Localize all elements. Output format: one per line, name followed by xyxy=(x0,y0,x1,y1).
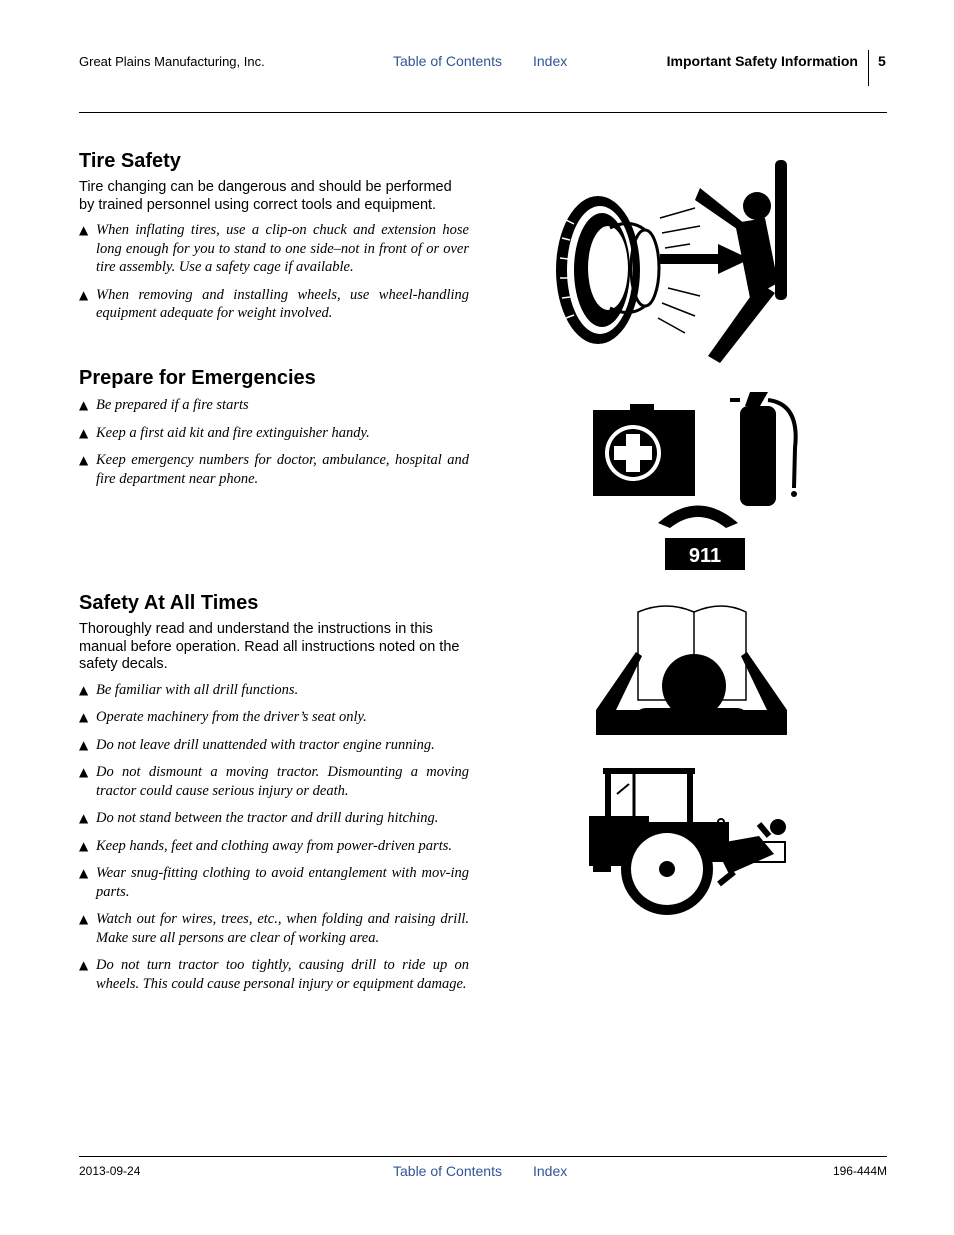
header-rule xyxy=(79,112,887,113)
tractor-dismount-illustration xyxy=(589,764,792,919)
warning-triangle-icon: ▲ xyxy=(79,737,89,752)
emergency-phone-number: 911 xyxy=(688,545,722,567)
warning-triangle-icon: ▲ xyxy=(79,398,89,412)
tire-safety-list xyxy=(79,221,469,323)
list-item: ▲ Keep emergency numbers for doctor, ambulance, hospital and fire department near phone. xyxy=(79,452,469,487)
warning-triangle-icon: ▲ xyxy=(79,912,89,926)
tire-safety-section xyxy=(79,150,469,332)
company-name: Great Plains Manufacturing, Inc. xyxy=(79,54,265,69)
toc-link-footer[interactable]: Table of Contents xyxy=(393,1163,502,1179)
list-item: ▲ Keep a first aid kit and fire extinguisher handy. xyxy=(79,424,370,441)
footer-date: 2013-09-24 xyxy=(79,1164,141,1178)
list-item: ▲ Do not dismount a moving tractor. Dismounting a moving tractor could cause serious injury or death. xyxy=(79,764,469,799)
warning-triangle-icon: ▲ xyxy=(79,223,89,237)
tire-safety-title: Tire Safety xyxy=(79,150,181,172)
list-item: ▲ Do not turn tractor too tightly, causing drill to ride up on wheels. This could cause personal injury or equipment damage. xyxy=(79,957,469,992)
safety-intro: Thoroughly read and understand the instructions in this manual before operation. Read all instructions noted on the safety decals. xyxy=(79,621,460,672)
safety-section xyxy=(79,592,469,1002)
warning-triangle-icon: ▲ xyxy=(79,287,89,302)
section-title: Important Safety Information xyxy=(666,53,858,69)
list-item: ▲ Be familiar with all drill functions. xyxy=(79,681,299,698)
tire-safety-intro: Tire changing can be dangerous and should be performed by trained personnel using correct tools and equipment. xyxy=(79,179,452,213)
emergency-kit-illustration xyxy=(590,388,802,573)
reading-manual-illustration xyxy=(594,600,789,736)
toc-link-header[interactable]: Table of Contents xyxy=(393,53,502,69)
footer-doc-number: 196-444M xyxy=(832,1164,887,1178)
safety-list xyxy=(79,681,469,994)
page-number: 5 xyxy=(878,53,886,69)
warning-triangle-icon: ▲ xyxy=(79,866,89,880)
list-item: ▲ Do not leave drill unattended with tractor engine running. xyxy=(79,736,435,753)
warning-triangle-icon: ▲ xyxy=(79,765,89,779)
warning-triangle-icon: ▲ xyxy=(79,838,89,853)
footer-rule xyxy=(79,1156,887,1157)
list-item: ▲ Wear snug-fitting clothing to avoid entanglement with mov-ing parts. xyxy=(79,865,469,900)
warning-triangle-icon: ▲ xyxy=(79,958,89,972)
safety-title: Safety At All Times xyxy=(79,592,259,614)
list-item: ▲ Do not stand between the tractor and drill during hitching. xyxy=(79,810,439,826)
list-item: ▲ Be prepared if a fire starts xyxy=(79,397,249,413)
list-item: ▲ Watch out for wires, trees, etc., when folding and raising drill. Make sure all persons are clear of working area. xyxy=(79,911,469,946)
tire-explosion-illustration xyxy=(550,158,795,370)
emergency-section xyxy=(79,367,469,497)
header-separator xyxy=(868,50,869,86)
list-item: ▲ Keep hands, feet and clothing away from power-driven parts. xyxy=(79,837,452,854)
list-item: ▲ Operate machinery from the driver’s seat only. xyxy=(79,709,367,725)
index-link-header[interactable]: Index xyxy=(533,53,568,69)
emergency-title: Prepare for Emergencies xyxy=(79,367,316,389)
warning-triangle-icon: ▲ xyxy=(79,710,89,724)
index-link-footer[interactable]: Index xyxy=(533,1163,568,1179)
warning-triangle-icon: ▲ xyxy=(79,453,89,467)
warning-triangle-icon: ▲ xyxy=(79,811,89,825)
warning-triangle-icon: ▲ xyxy=(79,425,89,440)
list-item: ▲ When inflating tires, use a clip-on chuck and extension hose long enough for you to stand to one side–not in front of or over tire assembly. Use a safety cage if available. xyxy=(79,222,469,275)
emergency-list xyxy=(79,396,469,488)
list-item: ▲ When removing and installing wheels, use wheel-handling equipment adequate for weight involved. xyxy=(79,286,469,321)
warning-triangle-icon: ▲ xyxy=(79,682,89,697)
